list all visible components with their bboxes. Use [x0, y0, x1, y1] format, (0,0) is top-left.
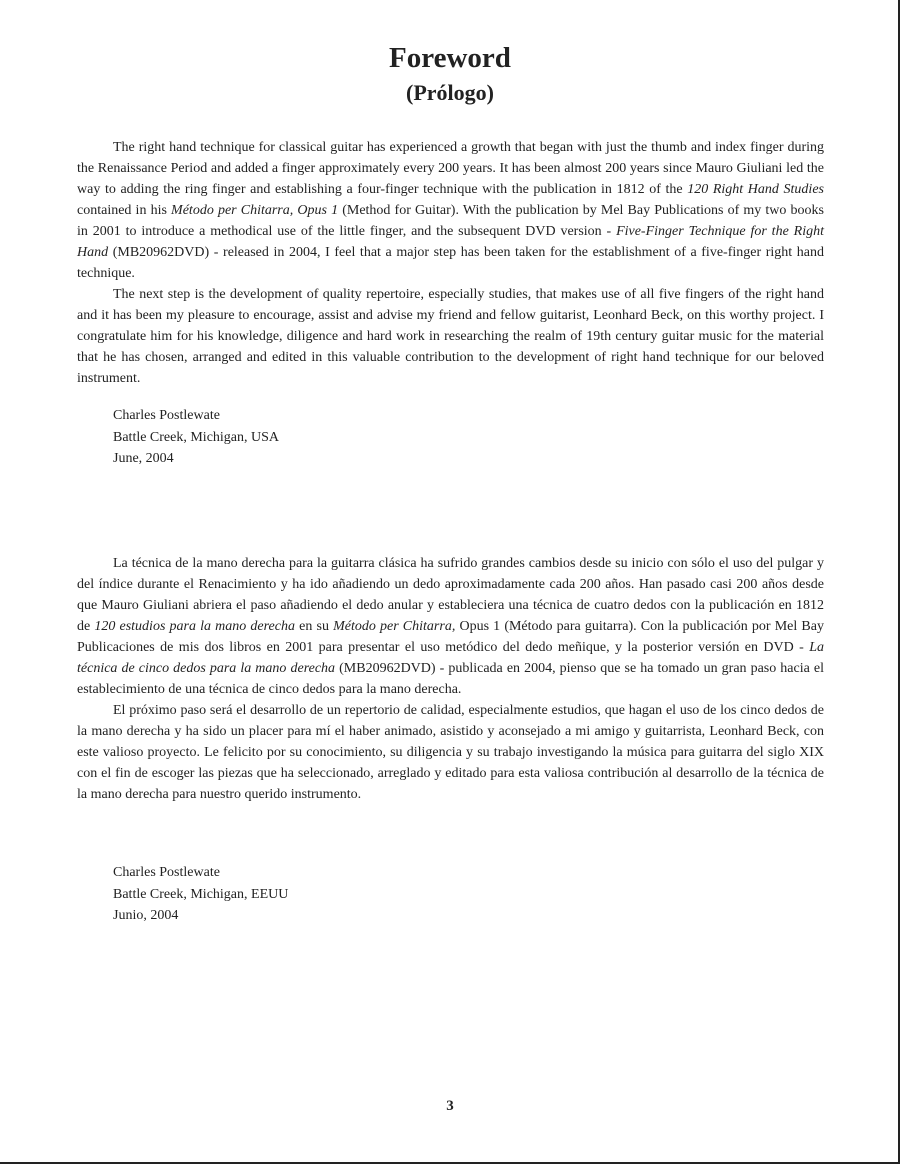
page-title: Foreword	[389, 42, 511, 74]
signature-location: Battle Creek, Michigan, EEUU	[113, 886, 289, 902]
signature-location: Battle Creek, Michigan, USA	[113, 429, 280, 445]
page-number: 3	[446, 1098, 454, 1114]
signature-name: Charles Postlewate	[113, 408, 220, 423]
english-paragraph-1: The right hand technique for classical guitar has experienced a growth that began with just the thumb and index finger during the Renaissance Period and added a finger approximately every 200 years. It has been almost 200 years since Mauro Giuliani led the way to adding the ring finger and establishing a four-finger technique with the publication in 1812 of the 120 Right Hand Studies contained in his Método per Chitarra, Opus 1 (Method for Guitar). With the publication by Mel Bay Publications of my two books in 2001 to introduce a methodical use of the little finger, and the subsequent DVD version - Five-Finger Technique for the Right Hand (MB20962DVD) - released in 2004, I feel that a major step has been taken for the establishment of a five-finger right hand technique.	[77, 140, 824, 281]
spanish-signature	[113, 862, 288, 927]
spanish-text	[77, 553, 824, 805]
english-signature	[113, 405, 279, 470]
spanish-paragraph-1: La técnica de la mano derecha para la guitarra clásica ha sufrido grandes cambios desde su inicio con sólo el uso del pulgar y del índice durante el Renacimiento y ha ido añadiendo un dedo aproximadamente cada 200 años. Han pasado casi 200 años desde que Mauro Giuliani abriera el paso añadiendo el dedo anular y estableciera una técnica de cuatro dedos con la publicación en 1812 de 120 estudios para la mano derecha en su Método per Chitarra, Opus 1 (Método para guitarra). Con la publicación por Mel Bay Publicaciones de mis dos libros en 2001 para presentar el uso metódico del dedo meñique, y la posterior versión en DVD - La técnica de cinco dedos para la mano derecha (MB20962DVD) - publicada en 2004, pienso que se ha tomado un gran paso hacia el establecimiento de una técnica de cinco dedos para la mano derecha.	[77, 556, 825, 697]
english-paragraph-2: The next step is the development of quality repertoire, especially studies, that makes use of all five fingers of the right hand and it has been my pleasure to encourage, assist and advise my friend and fellow guitarist, Leonhard Beck, on this worthy project. I congratulate him for his knowledge, diligence and hard work in researching the realm of 19th century guitar music for the material that he has chosen, arranged and edited in this valuable contribution to the development of right hand technique for our beloved instrument.	[77, 287, 824, 386]
english-text	[77, 137, 824, 389]
signature-name: Charles Postlewate	[113, 865, 220, 880]
page-subtitle: (Prólogo)	[406, 80, 494, 105]
spanish-paragraph-2: El próximo paso será el desarrollo de un repertorio de calidad, especialmente estudios, que hagan el uso de los cinco dedos de la mano derecha y ha sido un placer para mí el haber animado, asistido y aconsejado a mi amigo y guitarrista, Leonhard Beck, con este valioso proyecto. Le felicito por su conocimiento, su diligencia y su trabajo investigando la música para guitarra del siglo XIX con el fin de escoger las piezas que ha seleccionado, arreglado y editado para esta valiosa contribución al desarrollo de la técnica de la mano derecha para nuestro querido instrumento.	[77, 703, 824, 802]
signature-date: Junio, 2004	[113, 908, 179, 923]
signature-date: June, 2004	[113, 451, 174, 466]
